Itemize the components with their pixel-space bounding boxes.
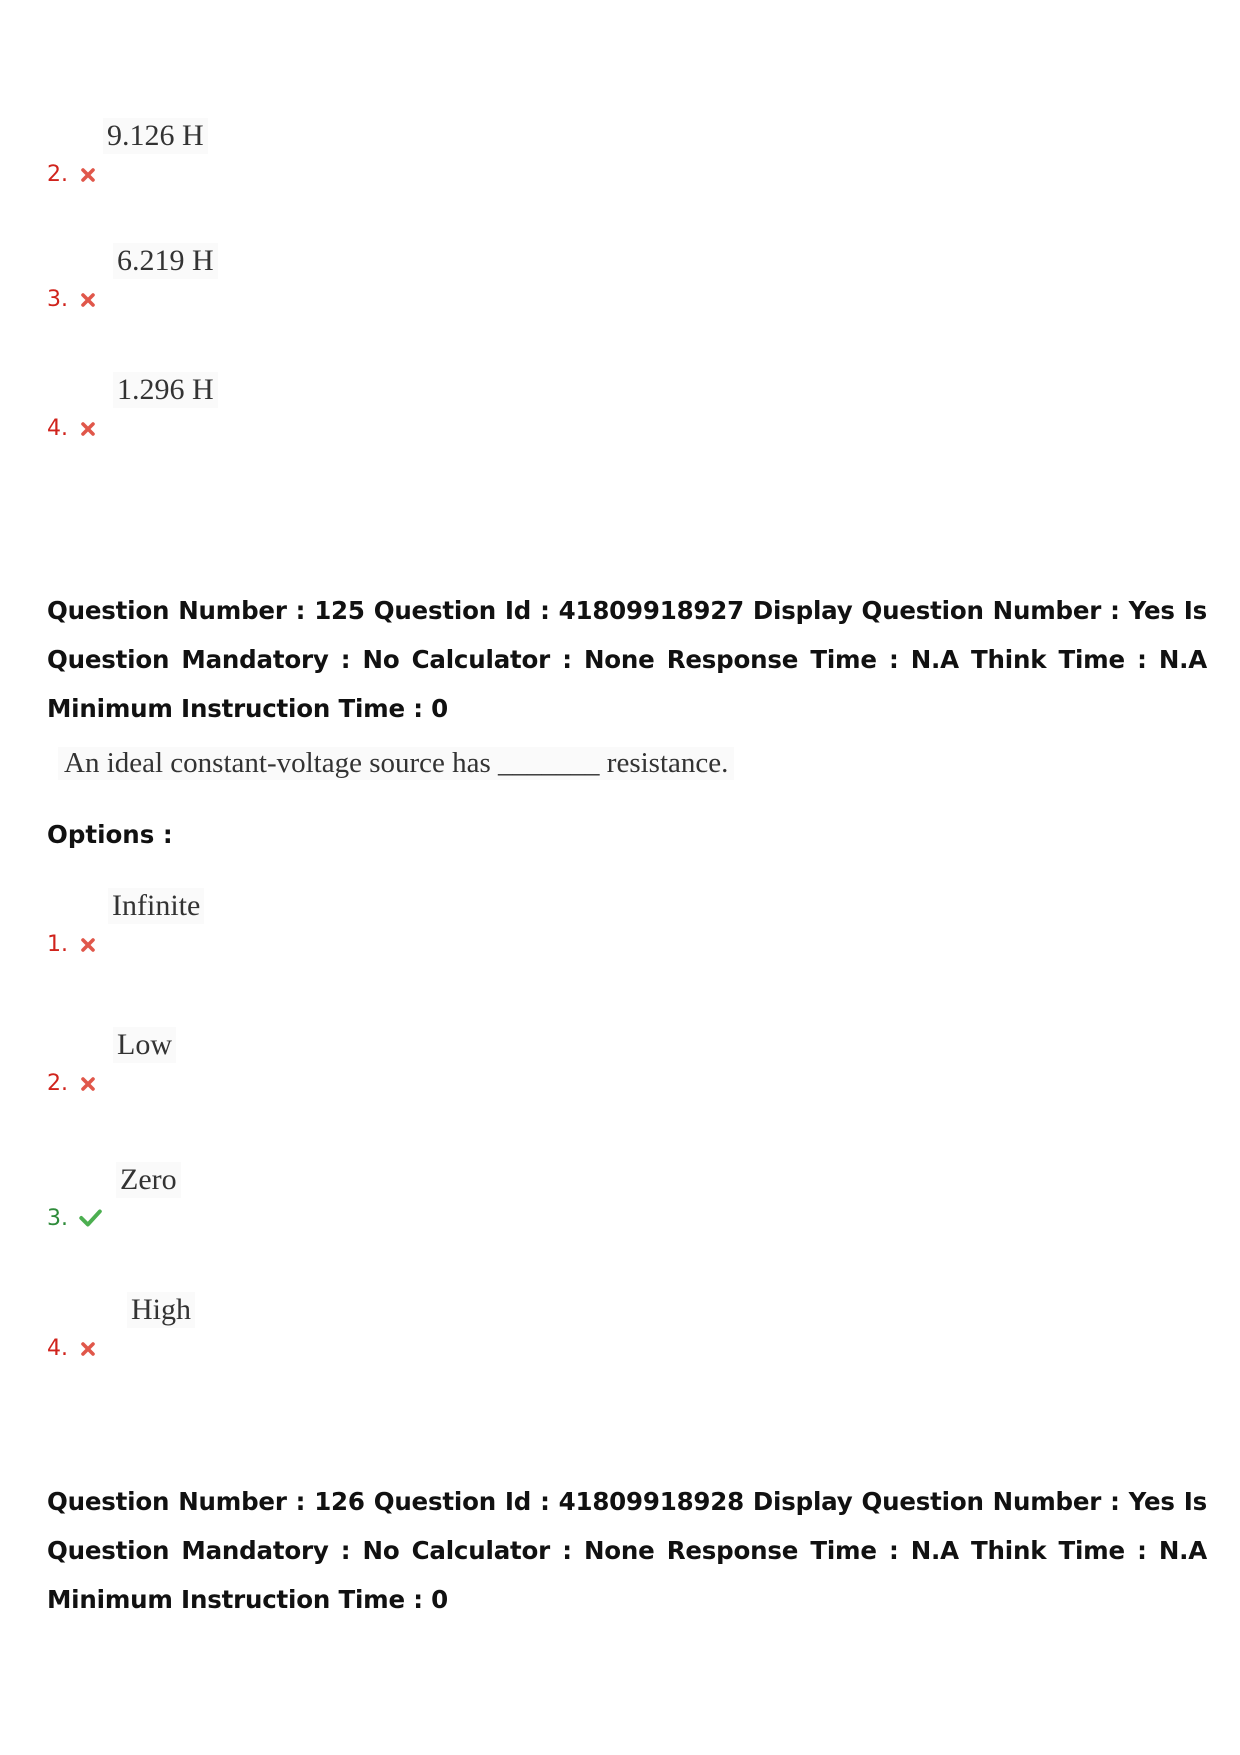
option-number: 3. xyxy=(47,287,68,312)
option-text: Zero xyxy=(116,1162,181,1198)
option-number: 2. xyxy=(47,1071,68,1096)
options-label: Options : xyxy=(47,820,173,849)
option-text: 6.219 H xyxy=(113,243,218,279)
cross-icon xyxy=(77,1073,99,1095)
question-125-text: An ideal constant-voltage source has _______ resistance. xyxy=(58,747,734,780)
q125-option-3 xyxy=(47,1162,447,1232)
cross-icon xyxy=(77,164,99,186)
cross-icon xyxy=(77,1338,99,1360)
option-number: 2. xyxy=(47,162,68,187)
option-text: Infinite xyxy=(108,888,204,924)
option-text: Low xyxy=(113,1027,176,1063)
cross-icon xyxy=(77,418,99,440)
option-text: High xyxy=(127,1292,195,1328)
option-text: 9.126 H xyxy=(103,118,208,154)
option-number: 3. xyxy=(47,1206,68,1231)
q125-option-1 xyxy=(47,888,447,958)
check-icon xyxy=(77,1206,103,1230)
option-number: 4. xyxy=(47,1336,68,1361)
option-text: 1.296 H xyxy=(113,372,218,408)
cross-icon xyxy=(77,934,99,956)
prev-option-4 xyxy=(47,372,447,442)
option-number: 1. xyxy=(47,932,68,957)
q125-option-2 xyxy=(47,1027,447,1097)
prev-option-2 xyxy=(47,118,447,188)
option-number: 4. xyxy=(47,416,68,441)
question-125-meta: Question Number : 125 Question Id : 41809918927 Display Question Number : Yes Is Question Mandatory : No Calculator : None Response Time : N.A Think Time : N.A Minimum Instruction Time : 0 xyxy=(47,596,1207,723)
prev-option-3 xyxy=(47,243,447,313)
cross-icon xyxy=(77,289,99,311)
q125-option-4 xyxy=(47,1292,447,1362)
question-126-meta: Question Number : 126 Question Id : 41809918928 Display Question Number : Yes Is Question Mandatory : No Calculator : None Response Time : N.A Think Time : N.A Minimum Instruction Time : 0 xyxy=(47,1487,1207,1614)
